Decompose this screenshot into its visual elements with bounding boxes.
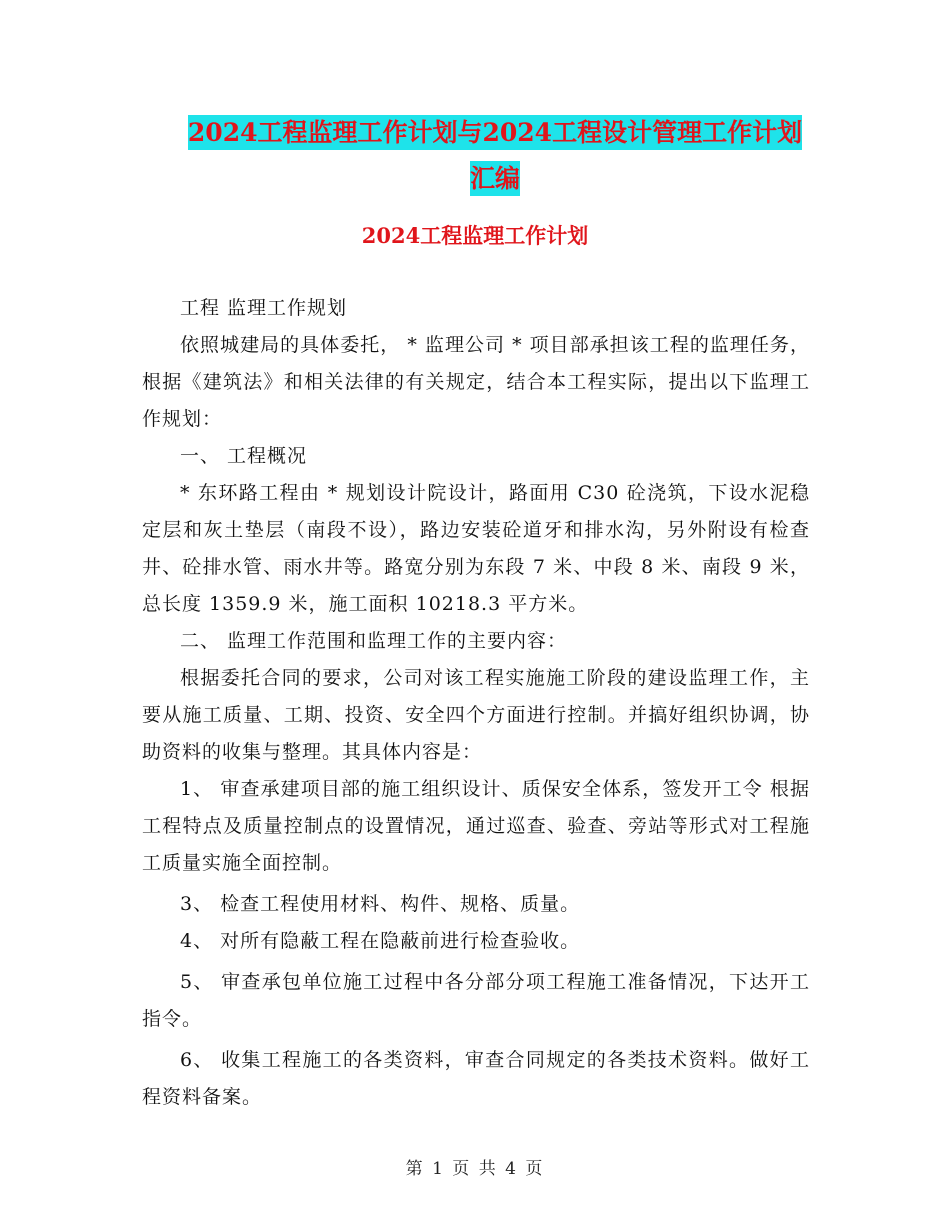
paragraph-scope: 根据委托合同的要求，公司对该工程实施施工阶段的建设监理工作，主要从施工质量、工期、投资、安全四个方面进行控制。并搞好组织协调，协助资料的收集与整理。其具体内容是： xyxy=(142,667,810,763)
document-title-line2: 汇编 xyxy=(470,161,520,196)
list-item-6: 6、 收集工程施工的各类资料，审查合同规定的各类技术资料。做好工程资料备案。 xyxy=(142,1049,810,1108)
list-item-3: 3、 检查工程使用材料、构件、规格、质量。 xyxy=(180,893,581,915)
paragraph-subtitle: 工程 监理工作规划 xyxy=(180,297,348,319)
page-footer: 第 1 页 共 4 页 xyxy=(405,1159,545,1179)
heading-scope: 二、 监理工作范围和监理工作的主要内容： xyxy=(180,630,568,652)
document-title-line1: 2024工程监理工作计划与2024工程设计管理工作计划 xyxy=(188,115,802,150)
paragraph-project-overview: * 东环路工程由 * 规划设计院设计，路面用 C30 砼浇筑，下设水泥稳定层和灰土垫层（南段不设），路边安装砼道牙和排水沟，另外附设有检查井、砼排水管、雨水井等。路宽分别为东段 7 米、中段 8 米、南段 9 米，总长度 1359.9 米，施工面积 10218.3 平方米。 xyxy=(142,482,810,615)
document-body xyxy=(142,290,810,1116)
section-title: 2024工程监理工作计划 xyxy=(361,223,589,248)
list-item-5: 5、 审查承包单位施工过程中各分部分项工程施工准备情况，下达开工指令。 xyxy=(142,971,810,1030)
heading-project-overview: 一、 工程概况 xyxy=(180,445,308,467)
list-item-4: 4、 对所有隐蔽工程在隐蔽前进行检查验收。 xyxy=(180,930,581,952)
list-item-1: 1、 审查承建项目部的施工组织设计、质保安全体系，签发开工令 根据工程特点及质量控制点的设置情况，通过巡查、验查、旁站等形式对工程施工质量实施全面控制。 xyxy=(142,778,810,874)
paragraph-intro: 依照城建局的具体委托， * 监理公司 * 项目部承担该工程的监理任务，根据《建筑法》和相关法律的有关规定，结合本工程实际，提出以下监理工作规划： xyxy=(142,334,810,430)
document-title xyxy=(140,110,850,202)
